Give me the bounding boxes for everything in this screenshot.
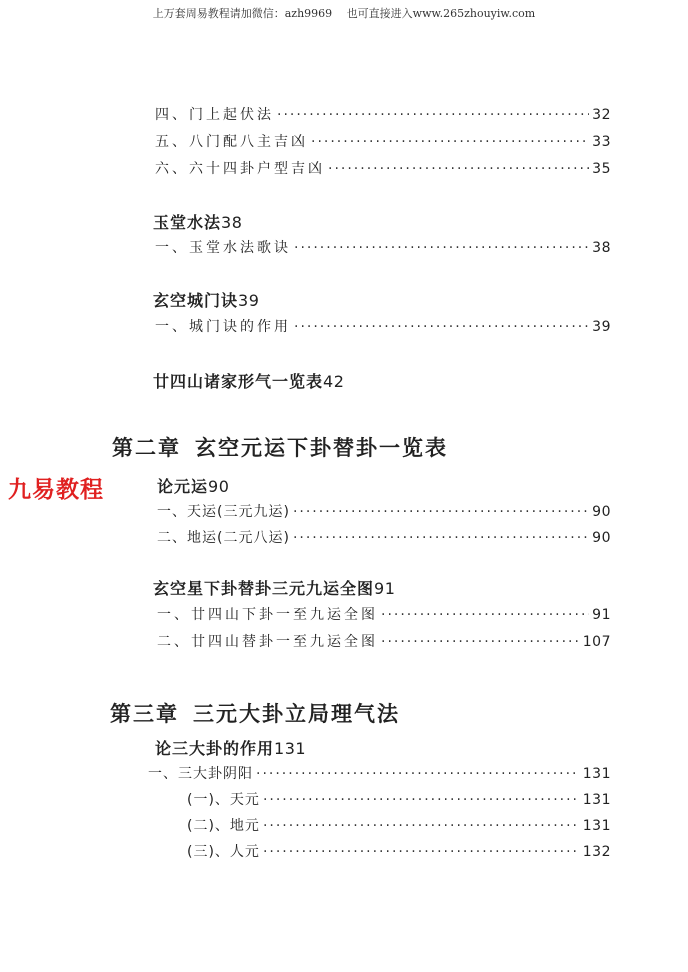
toc-entry[interactable] (155, 104, 611, 124)
toc-entry-page: 33 (592, 134, 611, 150)
toc-entry[interactable] (187, 841, 611, 861)
section-page: 90 (208, 477, 230, 496)
toc-entry-label: 四、门上起伏法 (155, 107, 274, 123)
watermark-logo: 九易教程 (8, 477, 104, 503)
section-heading[interactable] (153, 288, 259, 311)
chapter-heading[interactable] (112, 432, 448, 462)
leader-dots (277, 107, 589, 123)
toc-entry-label: (一)、天元 (187, 792, 260, 808)
leader-dots (328, 161, 589, 177)
toc-entry[interactable] (155, 158, 611, 178)
toc-entry-page: 90 (592, 530, 611, 546)
toc-entry[interactable] (187, 815, 611, 835)
toc-entry[interactable] (157, 604, 611, 624)
chapter-number: 第二章 (112, 436, 181, 460)
section-heading[interactable] (153, 210, 242, 233)
toc-entry-label: 一、玉堂水法歌诀 (155, 240, 291, 256)
chapter-title: 三元大卦立局理气法 (193, 702, 400, 726)
toc-entry-label: 一、天运(三元九运) (157, 504, 290, 520)
toc-entry-page: 90 (592, 504, 611, 520)
section-title: 玄空城门诀 (153, 291, 239, 310)
chapter-number: 第三章 (110, 702, 179, 726)
toc-entry[interactable] (155, 237, 611, 257)
section-page: 91 (374, 579, 396, 598)
chapter-title: 玄空元运下卦替卦一览表 (195, 436, 448, 460)
section-title: 廿四山诸家形气一览表 (153, 372, 324, 391)
toc-entry-page: 35 (592, 161, 611, 177)
leader-dots (381, 634, 580, 650)
toc-entry-label: (二)、地元 (187, 818, 260, 834)
toc-entry[interactable] (155, 316, 611, 336)
leader-dots (263, 844, 580, 860)
section-title: 玉堂水法 (153, 213, 222, 232)
section-page: 38 (221, 213, 243, 232)
toc-entry[interactable] (157, 631, 611, 651)
toc-entry-page: 131 (582, 818, 611, 834)
section-page: 42 (323, 372, 345, 391)
leader-dots (311, 134, 589, 150)
toc-entry[interactable] (148, 763, 611, 783)
leader-dots (263, 818, 580, 834)
toc-entry-page: 131 (582, 792, 611, 808)
toc-entry-label: 二、廿四山替卦一至九运全图 (157, 634, 378, 650)
toc-entry-label: (三)、人元 (187, 844, 260, 860)
section-heading[interactable] (153, 576, 395, 599)
top-banner: 上万套周易教程请加微信：azh9969 也可直接进入www.265zhouyiw.com (152, 7, 536, 20)
toc-entry-label: 五、八门配八主吉凶 (155, 134, 308, 150)
section-heading[interactable] (155, 736, 306, 759)
toc-entry-page: 32 (592, 107, 611, 123)
toc-entry-label: 一、廿四山下卦一至九运全图 (157, 607, 378, 623)
section-title: 论三大卦的作用 (155, 739, 275, 758)
toc-entry-label: 六、六十四卦户型吉凶 (155, 161, 325, 177)
toc-entry-page: 91 (592, 607, 611, 623)
toc-entry-label: 一、城门诀的作用 (155, 319, 291, 335)
leader-dots (263, 792, 580, 808)
toc-entry-label: 一、三大卦阴阳 (148, 766, 253, 782)
section-heading[interactable] (157, 474, 229, 497)
chapter-heading[interactable] (110, 698, 400, 728)
leader-dots (293, 530, 589, 546)
section-title: 玄空星下卦替卦三元九运全图 (153, 579, 375, 598)
toc-entry-page: 107 (582, 634, 611, 650)
leader-dots (381, 607, 589, 623)
leader-dots (293, 504, 589, 520)
leader-dots (256, 766, 580, 782)
section-title: 论元运 (157, 477, 209, 496)
section-heading[interactable] (153, 369, 344, 392)
toc-entry-label: 二、地运(二元八运) (157, 530, 290, 546)
toc-entry[interactable] (187, 789, 611, 809)
toc-entry-page: 38 (592, 240, 611, 256)
section-page: 39 (238, 291, 260, 310)
leader-dots (294, 319, 589, 335)
toc-entry-page: 39 (592, 319, 611, 335)
toc-entry[interactable] (157, 527, 611, 547)
toc-entry-page: 131 (582, 766, 611, 782)
toc-entry-page: 132 (582, 844, 611, 860)
section-page: 131 (274, 739, 307, 758)
leader-dots (294, 240, 589, 256)
toc-entry[interactable] (155, 131, 611, 151)
toc-entry[interactable] (157, 501, 611, 521)
